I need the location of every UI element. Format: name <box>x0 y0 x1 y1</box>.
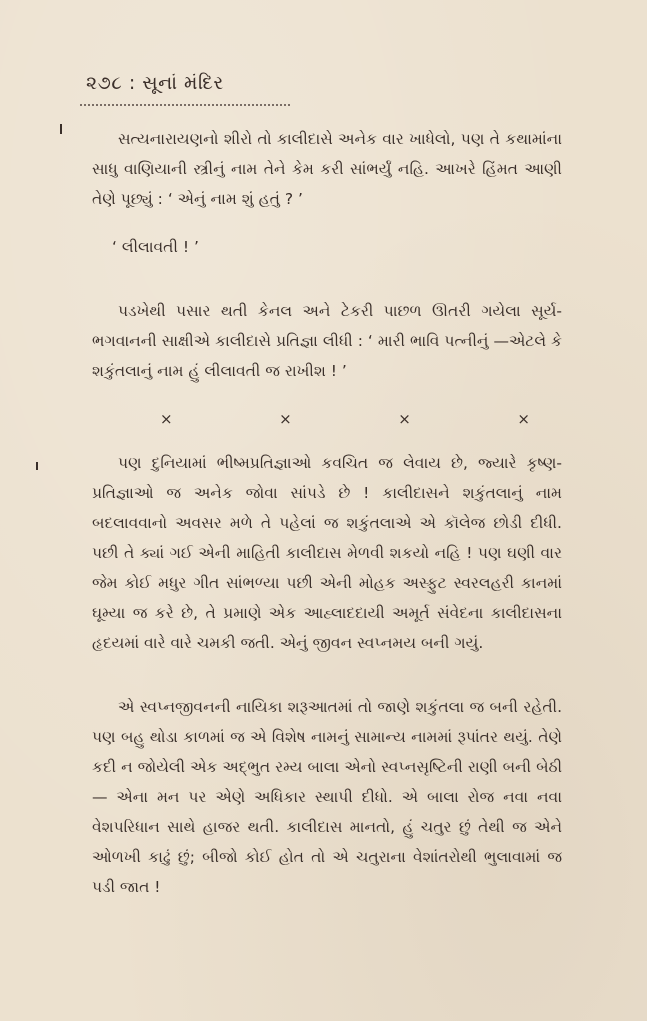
separator-mark: × <box>279 410 292 428</box>
paragraph-1 <box>92 124 562 214</box>
margin-mark <box>36 462 38 470</box>
page-header: ૨૭૮ : સૂનાં મંદિર <box>86 72 224 94</box>
paragraph-3-text: પણ દુનિયામાં ભીષ્મપ્રતિજ્ઞાઓ કવચિત જ લેવાય છે, જ્યારે કૃષ્ણ-પ્રતિજ્ઞાઓ જ અનેક જોવા સાંપડે છે ! કાલીદાસને શકુંતલાનું નામ બદલાવવાનો અવસર મળે તે પહેલાં જ શકુંતલાએ એ કૉલેજ છોડી દીધી. પછી તે ક્યાં ગઈ એની માહિતી કાલીદાસ મેળવી શકયો નહિ ! પણ ઘણી વાર જેમ કોઈ મધુર ગીત સાંભળ્યા પછી એની મોહક અસ્ફુટ સ્વરલહરી કાનમાં ઘૂમ્યા જ કરે છે, તે પ્રમાણે એક આહ્લાદદાયી અમૂર્ત સંવેદના કાલીદાસના હૃદયમાં વારે વારે ચમકી જતી. એનું જીવન સ્વપ્નમય બની ગયું. <box>92 454 562 652</box>
paragraph-1-text: સત્યનારાયણનો શીરો તો કાલીદાસે અનેક વાર ખાધેલો, પણ તે કથામાંના સાધુ વાણિયાની સ્ત્રીનું નામ તેને કેમ કરી સાંભર્યું નહિ. આખરે હિંમત આણી તેણે પૂછ્યું : ‘ એનું નામ શું હતું ? ’ <box>92 130 562 208</box>
paragraph-2 <box>92 296 562 386</box>
paragraph-4-text: એ સ્વપ્નજીવનની નાયિકા શરૂઆતમાં તો જાણે શકુંતલા જ બની રહેતી. પણ બહુ થોડા કાળમાં જ એ વિશેષ નામનું સામાન્ય નામમાં રૂપાંતર થયું. તેણે કદી ન જોયેલી એક અદ્ભુત રમ્ય બાલા એનો સ્વપ્નસૃષ્ટિની રાણી બની બેઠી — એના મન પર એણે અધિકાર સ્થાપી દીધો. એ બાલા રોજ નવા નવા વેશપરિધાન સાથે હાજર થતી. કાલીદાસ માનતો, હું ચતુર છું તેથી જ એને ઓળખી કાઢું છું; બીજો કોઈ હોત તો એ ચતુરાના વેશાંતરોથી ભુલાવામાં જ પડી જાત ! <box>92 698 562 896</box>
header-rule <box>80 104 290 106</box>
margin-mark <box>60 124 62 134</box>
dialog-line: ‘ લીલાવતી ! ’ <box>112 238 199 256</box>
separator-mark: × <box>160 410 173 428</box>
paragraph-4 <box>92 692 562 902</box>
separator-mark: × <box>517 410 530 428</box>
paragraph-2-text: પડખેથી પસાર થતી કેનલ અને ટેકરી પાછળ ઊતરી ગયેલા સૂર્ય-ભગવાનની સાક્ષીએ કાલીદાસે પ્રતિજ્ઞા લીધી : ‘ મારી ભાવિ પત્નીનું —એટલે કે શકુંતલાનું નામ હું લીલાવતી જ રાખીશ ! ’ <box>92 302 562 380</box>
section-separator <box>160 410 530 428</box>
separator-mark: × <box>398 410 411 428</box>
paragraph-3 <box>92 448 562 658</box>
